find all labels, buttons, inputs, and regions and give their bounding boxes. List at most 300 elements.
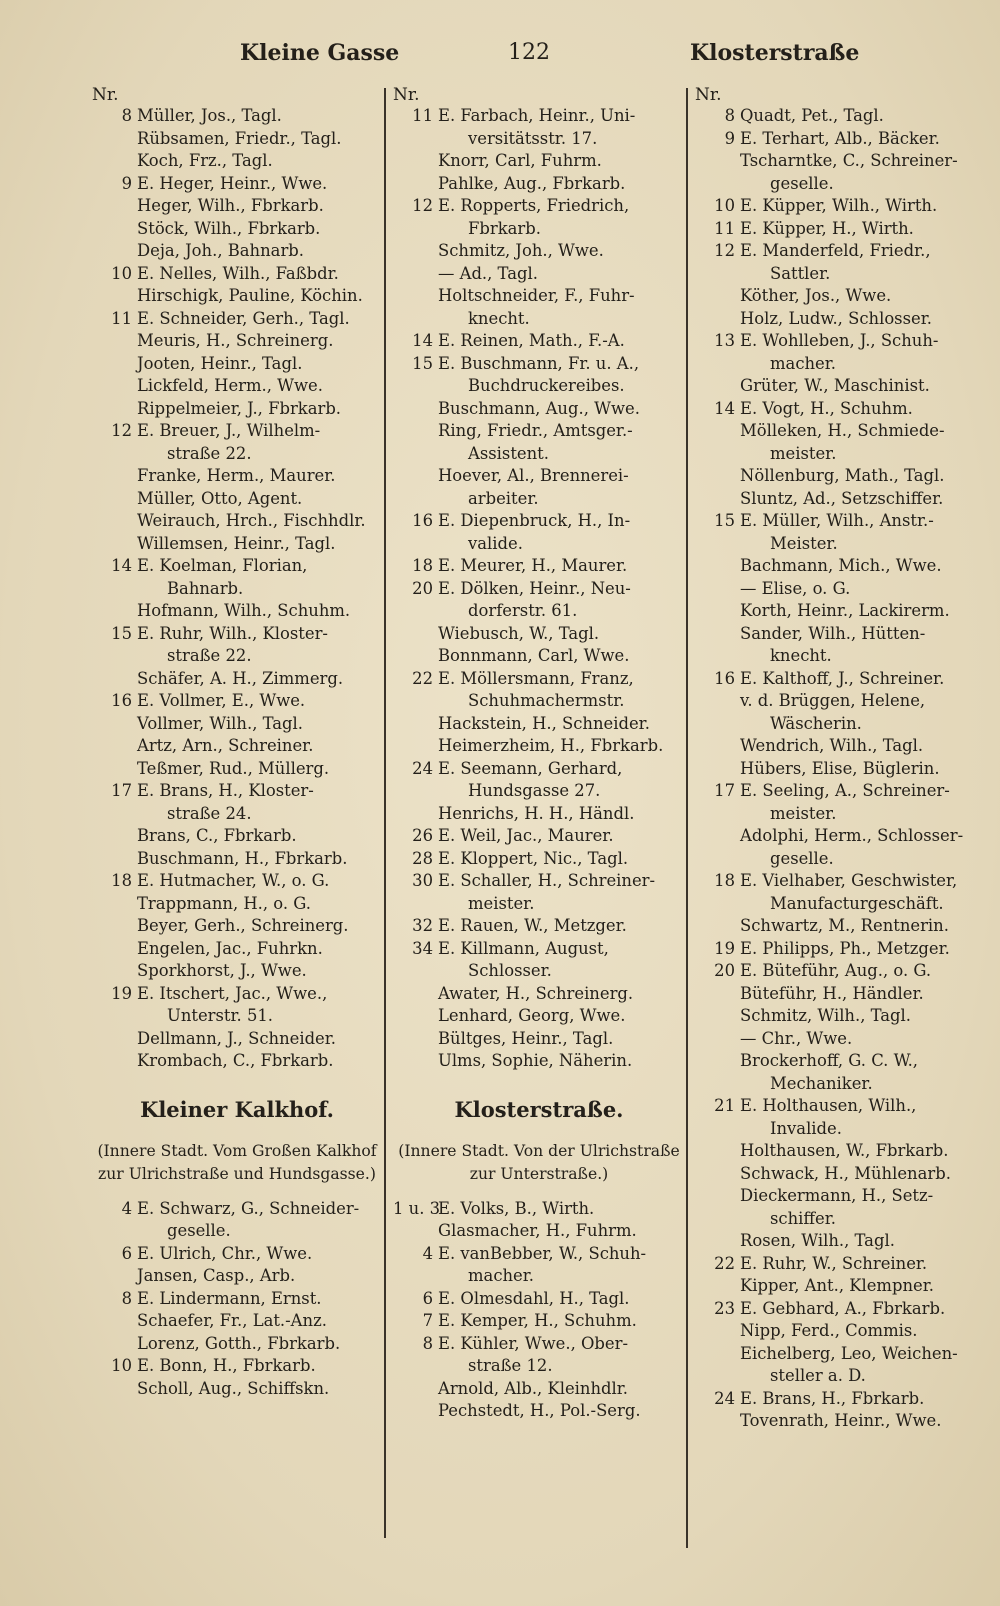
house-number: 4	[121, 1198, 132, 1218]
house-number: 18	[412, 556, 433, 575]
house-number: 8	[422, 1333, 433, 1353]
entry-continuation	[695, 1365, 990, 1388]
resident-text: E. Seemann, Gerhard,	[438, 758, 623, 778]
directory-entry	[695, 780, 990, 803]
directory-entry	[393, 668, 685, 691]
directory-entry	[393, 1220, 685, 1243]
resident-text: Schwack, H., Mühlenarb.	[740, 1163, 951, 1183]
directory-entry	[393, 1333, 685, 1356]
resident-text: Büteführ, H., Händler.	[740, 983, 924, 1003]
resident-text: Hübers, Elise, Büglerin.	[740, 758, 940, 778]
directory-entry	[393, 1400, 685, 1423]
resident-text: Lickfeld, Herm., Wwe.	[137, 376, 323, 395]
resident-text: Heimerzheim, H., Fbrkarb.	[438, 736, 664, 755]
directory-entry	[695, 1230, 990, 1253]
directory-entry	[695, 1140, 990, 1163]
resident-text: Deja, Joh., Bahnarb.	[137, 241, 304, 260]
directory-entry	[695, 938, 990, 961]
resident-text: E. Gebhard, A., Fbrkarb.	[740, 1298, 946, 1318]
resident-text: Trappmann, H., o. G.	[137, 893, 312, 913]
directory-entry	[393, 150, 685, 173]
entry-continuation	[695, 263, 990, 286]
directory-entry	[695, 983, 990, 1006]
directory-entry	[393, 105, 685, 128]
house-number: 20	[412, 578, 433, 598]
directory-entry	[92, 983, 382, 1006]
directory-entry	[92, 105, 382, 128]
resident-text: E. Rauen, W., Metzger.	[438, 916, 627, 935]
resident-text: Tscharntke, C., Schreiner-	[740, 151, 958, 170]
directory-entry	[695, 128, 990, 151]
entry-continuation	[695, 1073, 990, 1096]
directory-entry	[695, 1185, 990, 1208]
resident-text: Lenhard, Georg, Wwe.	[438, 1006, 626, 1025]
resident-text: Bachmann, Mich., Wwe.	[740, 556, 942, 575]
resident-text: Brockerhoff, G. C. W.,	[740, 1051, 919, 1070]
resident-text: Glasmacher, H., Fuhrm.	[438, 1221, 637, 1240]
resident-text: dorferstr. 61.	[468, 601, 578, 620]
house-number: 8	[724, 106, 735, 125]
directory-entry	[92, 960, 382, 983]
resident-text: Köther, Jos., Wwe.	[740, 286, 892, 305]
directory-entry	[695, 488, 990, 511]
directory-entry	[92, 1050, 382, 1073]
resident-text: E. Nelles, Wilh., Faßbdr.	[137, 263, 339, 283]
directory-entry	[695, 420, 990, 443]
directory-entry	[695, 308, 990, 331]
house-number: 11	[714, 218, 735, 238]
directory-entry	[92, 195, 382, 218]
directory-entry	[393, 285, 685, 308]
directory-entry	[92, 1265, 382, 1288]
directory-entry	[92, 330, 382, 353]
resident-text: E. Buschmann, Fr. u. A.,	[438, 353, 640, 373]
house-number: 11	[111, 308, 132, 328]
directory-entry	[393, 803, 685, 826]
resident-text: E. Meurer, H., Maurer.	[438, 556, 628, 575]
directory-entry	[92, 555, 382, 578]
directory-entry	[695, 398, 990, 421]
resident-text: Hoever, Al., Brennerei-	[438, 466, 629, 485]
resident-text: E. Ruhr, Wilh., Kloster-	[137, 623, 328, 643]
house-number: 15	[714, 511, 735, 530]
entry-continuation	[393, 893, 685, 916]
page-number: 122	[508, 40, 550, 65]
resident-text: Heger, Wilh., Fbrkarb.	[137, 196, 324, 215]
resident-text: Sander, Wilh., Hütten-	[740, 623, 926, 643]
directory-entry	[92, 375, 382, 398]
entry-continuation	[695, 893, 990, 916]
directory-entry	[695, 870, 990, 893]
resident-text: macher.	[770, 353, 836, 373]
directory-entry	[92, 893, 382, 916]
resident-text: Bonnmann, Carl, Wwe.	[438, 646, 630, 665]
house-number: 4	[422, 1243, 433, 1263]
directory-entry	[92, 713, 382, 736]
house-number: 17	[111, 781, 132, 800]
directory-entry	[92, 735, 382, 758]
resident-text: Korth, Heinr., Lackirerm.	[740, 601, 950, 620]
house-number: 18	[111, 871, 132, 890]
entry-continuation	[695, 645, 990, 668]
resident-text: Schmitz, Joh., Wwe.	[438, 241, 604, 260]
resident-text: Bültges, Heinr., Tagl.	[438, 1028, 614, 1048]
resident-text: Bahnarb.	[167, 578, 244, 598]
column-2	[393, 85, 685, 1545]
directory-entry	[695, 1388, 990, 1411]
resident-text: Wiebusch, W., Tagl.	[438, 623, 600, 643]
house-number: 8	[121, 106, 132, 125]
resident-text: E. Holthausen, Wilh.,	[740, 1096, 917, 1115]
section-description: (Innere Stadt. Vom Großen Kalkhof zur Ulrichstraße und Hundsgasse.)	[97, 1141, 377, 1183]
entry-continuation	[695, 533, 990, 556]
house-number: 30	[412, 871, 433, 890]
house-number: 6	[422, 1288, 433, 1308]
resident-text: Mechaniker.	[770, 1073, 873, 1093]
directory-entry	[393, 848, 685, 871]
directory-entry	[92, 848, 382, 871]
resident-text: geselle.	[167, 1221, 231, 1240]
resident-text: E. Schwarz, G., Schneider-	[137, 1198, 360, 1218]
resident-text: E. Hutmacher, W., o. G.	[137, 871, 330, 890]
resident-text: Mölleken, H., Schmiede-	[740, 421, 945, 440]
directory-entry	[92, 465, 382, 488]
column-divider	[686, 88, 688, 1548]
resident-text: Buschmann, Aug., Wwe.	[438, 398, 640, 418]
resident-text: Assistent.	[468, 443, 549, 463]
resident-text: schiffer.	[770, 1208, 836, 1228]
directory-entry	[695, 623, 990, 646]
resident-text: Müller, Jos., Tagl.	[137, 106, 282, 125]
resident-text: Jansen, Casp., Arb.	[137, 1266, 296, 1285]
resident-text: Sluntz, Ad., Setzschiffer.	[740, 488, 944, 508]
house-number: 10	[111, 1356, 132, 1375]
directory-entry	[393, 983, 685, 1006]
resident-text: E. Schaller, H., Schreiner-	[438, 871, 656, 890]
resident-text: straße 22.	[167, 646, 252, 665]
resident-text: Awater, H., Schreinerg.	[438, 983, 634, 1003]
resident-text: E. Möllersmann, Franz,	[438, 668, 634, 688]
house-number: 15	[412, 353, 433, 373]
resident-text: Hofmann, Wilh., Schuhm.	[137, 601, 351, 620]
section-title: Kleiner Kalkhof.	[140, 1096, 334, 1122]
directory-entry	[92, 398, 382, 421]
resident-text: v. d. Brüggen, Helene,	[740, 691, 926, 710]
directory-entry	[92, 690, 382, 713]
directory-entry	[393, 353, 685, 376]
house-number: 9	[121, 173, 132, 193]
resident-text: Artz, Arn., Schreiner.	[137, 736, 314, 755]
resident-text: E. Seeling, A., Schreiner-	[740, 781, 950, 800]
directory-entry	[393, 645, 685, 668]
entry-continuation	[695, 713, 990, 736]
directory-entry	[695, 1028, 990, 1051]
resident-text: steller a. D.	[770, 1366, 866, 1385]
directory-entry	[393, 1028, 685, 1051]
entry-continuation	[393, 443, 685, 466]
resident-text: E. Wohlleben, J., Schuh-	[740, 331, 939, 350]
entry-continuation	[92, 443, 382, 466]
column-3	[695, 85, 990, 1545]
house-number: 17	[714, 781, 735, 800]
resident-text: knecht.	[468, 308, 530, 328]
resident-text: Scholl, Aug., Schiffskn.	[137, 1378, 330, 1398]
house-number: 14	[111, 556, 132, 575]
directory-entry	[393, 555, 685, 578]
entry-continuation	[393, 960, 685, 983]
house-number: 12	[111, 421, 132, 440]
directory-entry	[92, 825, 382, 848]
resident-text: E. Brans, H., Kloster-	[137, 781, 314, 800]
resident-text: E. Vollmer, E., Wwe.	[137, 691, 306, 710]
directory-entry	[393, 240, 685, 263]
directory-entry	[393, 735, 685, 758]
entry-continuation	[695, 803, 990, 826]
entry-continuation	[695, 173, 990, 196]
resident-text: Nipp, Ferd., Commis.	[740, 1321, 918, 1340]
directory-entry	[92, 1355, 382, 1378]
resident-text: E. Killmann, August,	[438, 938, 609, 958]
section-description: (Innere Stadt. Von der Ulrichstraße zur Unterstraße.)	[398, 1141, 680, 1183]
resident-text: Stöck, Wilh., Fbrkarb.	[137, 218, 321, 238]
resident-text: Manufacturgeschäft.	[770, 893, 944, 913]
resident-text: Dieckermann, H., Setz-	[740, 1186, 934, 1205]
directory-entry	[92, 668, 382, 691]
resident-text: E. Weil, Jac., Maurer.	[438, 826, 614, 845]
entry-continuation	[393, 533, 685, 556]
resident-text: E. Kloppert, Nic., Tagl.	[438, 848, 629, 868]
resident-text: meister.	[770, 443, 837, 463]
entry-list	[695, 105, 990, 1433]
directory-entry	[695, 1050, 990, 1073]
directory-entry	[393, 1310, 685, 1333]
entry-continuation	[393, 600, 685, 623]
resident-text: Nöllenburg, Math., Tagl.	[740, 466, 945, 485]
resident-text: E. Philipps, Ph., Metzger.	[740, 938, 950, 958]
directory-entry	[695, 1410, 990, 1433]
directory-entry	[695, 578, 990, 601]
column-1	[92, 85, 382, 1545]
house-number: 11	[412, 106, 433, 125]
directory-entry	[695, 758, 990, 781]
resident-text: E. Brans, H., Fbrkarb.	[740, 1388, 925, 1408]
directory-entry	[92, 1243, 382, 1266]
entry-continuation	[695, 848, 990, 871]
directory-entry	[695, 1298, 990, 1321]
resident-text: Invalide.	[770, 1118, 842, 1138]
directory-entry	[393, 195, 685, 218]
house-number: 22	[412, 668, 433, 688]
directory-entry	[695, 1253, 990, 1276]
section-title: Klosterstraße.	[454, 1096, 624, 1122]
directory-entry	[695, 1005, 990, 1028]
directory-entry	[393, 1243, 685, 1266]
directory-entry	[695, 285, 990, 308]
house-number: 19	[714, 938, 735, 958]
resident-text: Sattler.	[770, 263, 831, 283]
house-number: 9	[724, 128, 735, 148]
resident-text: E. Olmesdahl, H., Tagl.	[438, 1288, 630, 1308]
entry-continuation	[393, 488, 685, 511]
directory-entry	[695, 825, 990, 848]
directory-entry	[92, 128, 382, 151]
resident-text: Schlosser.	[468, 961, 552, 980]
house-number: 6	[121, 1243, 132, 1263]
directory-entry	[92, 240, 382, 263]
resident-text: E. Bonn, H., Fbrkarb.	[137, 1356, 316, 1375]
resident-text: Tovenrath, Heinr., Wwe.	[740, 1411, 942, 1430]
resident-text: Schaefer, Fr., Lat.-Anz.	[137, 1311, 327, 1330]
resident-text: Pahlke, Aug., Fbrkarb.	[438, 173, 626, 193]
directory-entry	[92, 1198, 382, 1221]
resident-text: E. Reinen, Math., F.-A.	[438, 331, 625, 350]
directory-entry	[92, 510, 382, 533]
house-number: 12	[412, 196, 433, 215]
resident-text: — Chr., Wwe.	[740, 1028, 853, 1048]
directory-entry	[92, 780, 382, 803]
resident-text: Rippelmeier, J., Fbrkarb.	[137, 398, 342, 418]
resident-text: E. Heger, Heinr., Wwe.	[137, 173, 328, 193]
resident-text: E. Küpper, Wilh., Wirth.	[740, 196, 938, 215]
resident-text: Willemsen, Heinr., Tagl.	[137, 533, 336, 553]
resident-text: E. Terhart, Alb., Bäcker.	[740, 128, 940, 148]
resident-text: Beyer, Gerh., Schreinerg.	[137, 916, 349, 935]
directory-entry	[695, 330, 990, 353]
resident-text: versitätsstr. 17.	[468, 128, 598, 148]
directory-entry	[695, 105, 990, 128]
directory-entry	[92, 600, 382, 623]
directory-entry	[695, 240, 990, 263]
directory-entry	[92, 1028, 382, 1051]
resident-text: E. Kemper, H., Schuhm.	[438, 1311, 637, 1330]
directory-entry	[695, 668, 990, 691]
house-number: 19	[111, 983, 132, 1003]
resident-text: Engelen, Jac., Fuhrkn.	[137, 938, 323, 958]
resident-text: Müller, Otto, Agent.	[137, 488, 303, 508]
resident-text: Fbrkarb.	[468, 218, 541, 238]
directory-entry	[695, 1320, 990, 1343]
directory-entry	[695, 218, 990, 241]
directory-entry	[92, 1378, 382, 1401]
directory-entry	[695, 195, 990, 218]
house-number: 24	[412, 758, 433, 778]
entry-continuation	[695, 443, 990, 466]
resident-text: Vollmer, Wilh., Tagl.	[137, 713, 303, 733]
house-number: 22	[714, 1253, 735, 1273]
resident-text: Schäfer, A. H., Zimmerg.	[137, 668, 344, 688]
entry-continuation	[393, 690, 685, 713]
directory-entry	[393, 330, 685, 353]
directory-entry	[695, 1095, 990, 1118]
house-number: 32	[412, 916, 433, 935]
entry-continuation	[92, 578, 382, 601]
resident-text: meister.	[770, 803, 837, 823]
directory-entry	[92, 1333, 382, 1356]
house-number: 14	[412, 331, 433, 350]
directory-entry	[393, 510, 685, 533]
house-number: 1 u. 3	[393, 1198, 441, 1218]
resident-text: E. Vielhaber, Geschwister,	[740, 871, 958, 890]
entry-continuation	[92, 1005, 382, 1028]
column-divider	[384, 88, 386, 1538]
resident-text: Dellmann, J., Schneider.	[137, 1028, 336, 1048]
directory-entry	[92, 263, 382, 286]
house-number: 8	[121, 1288, 132, 1308]
house-number: 10	[714, 196, 735, 215]
house-number: 23	[714, 1298, 735, 1318]
house-number: 28	[412, 848, 433, 868]
entry-continuation	[92, 645, 382, 668]
entry-continuation	[393, 218, 685, 241]
directory-entry	[92, 1310, 382, 1333]
resident-text: E. Itschert, Jac., Wwe.,	[137, 983, 328, 1003]
directory-entry	[92, 623, 382, 646]
resident-text: Holthausen, W., Fbrkarb.	[740, 1141, 949, 1160]
resident-text: Weirauch, Hrch., Fischhdlr.	[137, 511, 366, 530]
directory-entry	[393, 578, 685, 601]
directory-entry	[92, 218, 382, 241]
directory-entry	[393, 465, 685, 488]
directory-entry	[695, 555, 990, 578]
directory-entry	[92, 915, 382, 938]
house-number: 16	[111, 691, 132, 710]
resident-text: Eichelberg, Leo, Weichen-	[740, 1343, 958, 1363]
house-number: 21	[714, 1096, 735, 1115]
house-number: 15	[111, 623, 132, 643]
house-number: 16	[412, 511, 433, 530]
entry-list	[92, 1198, 382, 1401]
directory-entry	[393, 420, 685, 443]
resident-text: E. Koelman, Florian,	[137, 556, 308, 575]
directory-entry	[695, 690, 990, 713]
nr-heading: Nr.	[695, 85, 722, 105]
directory-entry	[695, 1275, 990, 1298]
entry-continuation	[695, 353, 990, 376]
directory-entry	[92, 870, 382, 893]
directory-entry	[393, 398, 685, 421]
entry-continuation	[695, 1208, 990, 1231]
resident-text: Hirschigk, Pauline, Köchin.	[137, 286, 363, 305]
running-head	[0, 40, 1000, 80]
resident-text: E. Manderfeld, Friedr.,	[740, 241, 931, 260]
resident-text: Adolphi, Herm., Schlosser-	[740, 826, 964, 845]
directory-entry	[393, 938, 685, 961]
resident-text: Koch, Frz., Tagl.	[137, 151, 273, 170]
directory-entry	[393, 1288, 685, 1311]
directory-entry	[92, 173, 382, 196]
directory-entry	[393, 623, 685, 646]
resident-text: Henrichs, H. H., Händl.	[438, 803, 635, 823]
resident-text: E. Ulrich, Chr., Wwe.	[137, 1243, 313, 1263]
resident-text: Ulms, Sophie, Näherin.	[438, 1051, 633, 1070]
resident-text: E. Küpper, H., Wirth.	[740, 218, 914, 238]
house-number: 12	[714, 241, 735, 260]
resident-text: Holz, Ludw., Schlosser.	[740, 308, 932, 328]
resident-text: meister.	[468, 893, 535, 913]
directory-entry	[393, 915, 685, 938]
resident-text: E. Büteführ, Aug., o. G.	[740, 961, 932, 980]
directory-entry	[393, 1378, 685, 1401]
resident-text: Ring, Friedr., Amtsger.-	[438, 421, 633, 440]
resident-text: Krombach, C., Fbrkarb.	[137, 1051, 334, 1070]
resident-text: straße 12.	[468, 1356, 553, 1375]
resident-text: E. Vogt, H., Schuhm.	[740, 398, 913, 418]
resident-text: — Ad., Tagl.	[438, 263, 538, 283]
resident-text: E. Breuer, J., Wilhelm-	[137, 421, 321, 440]
directory-entry	[393, 1198, 685, 1221]
entry-continuation	[695, 1118, 990, 1141]
entry-continuation	[393, 128, 685, 151]
